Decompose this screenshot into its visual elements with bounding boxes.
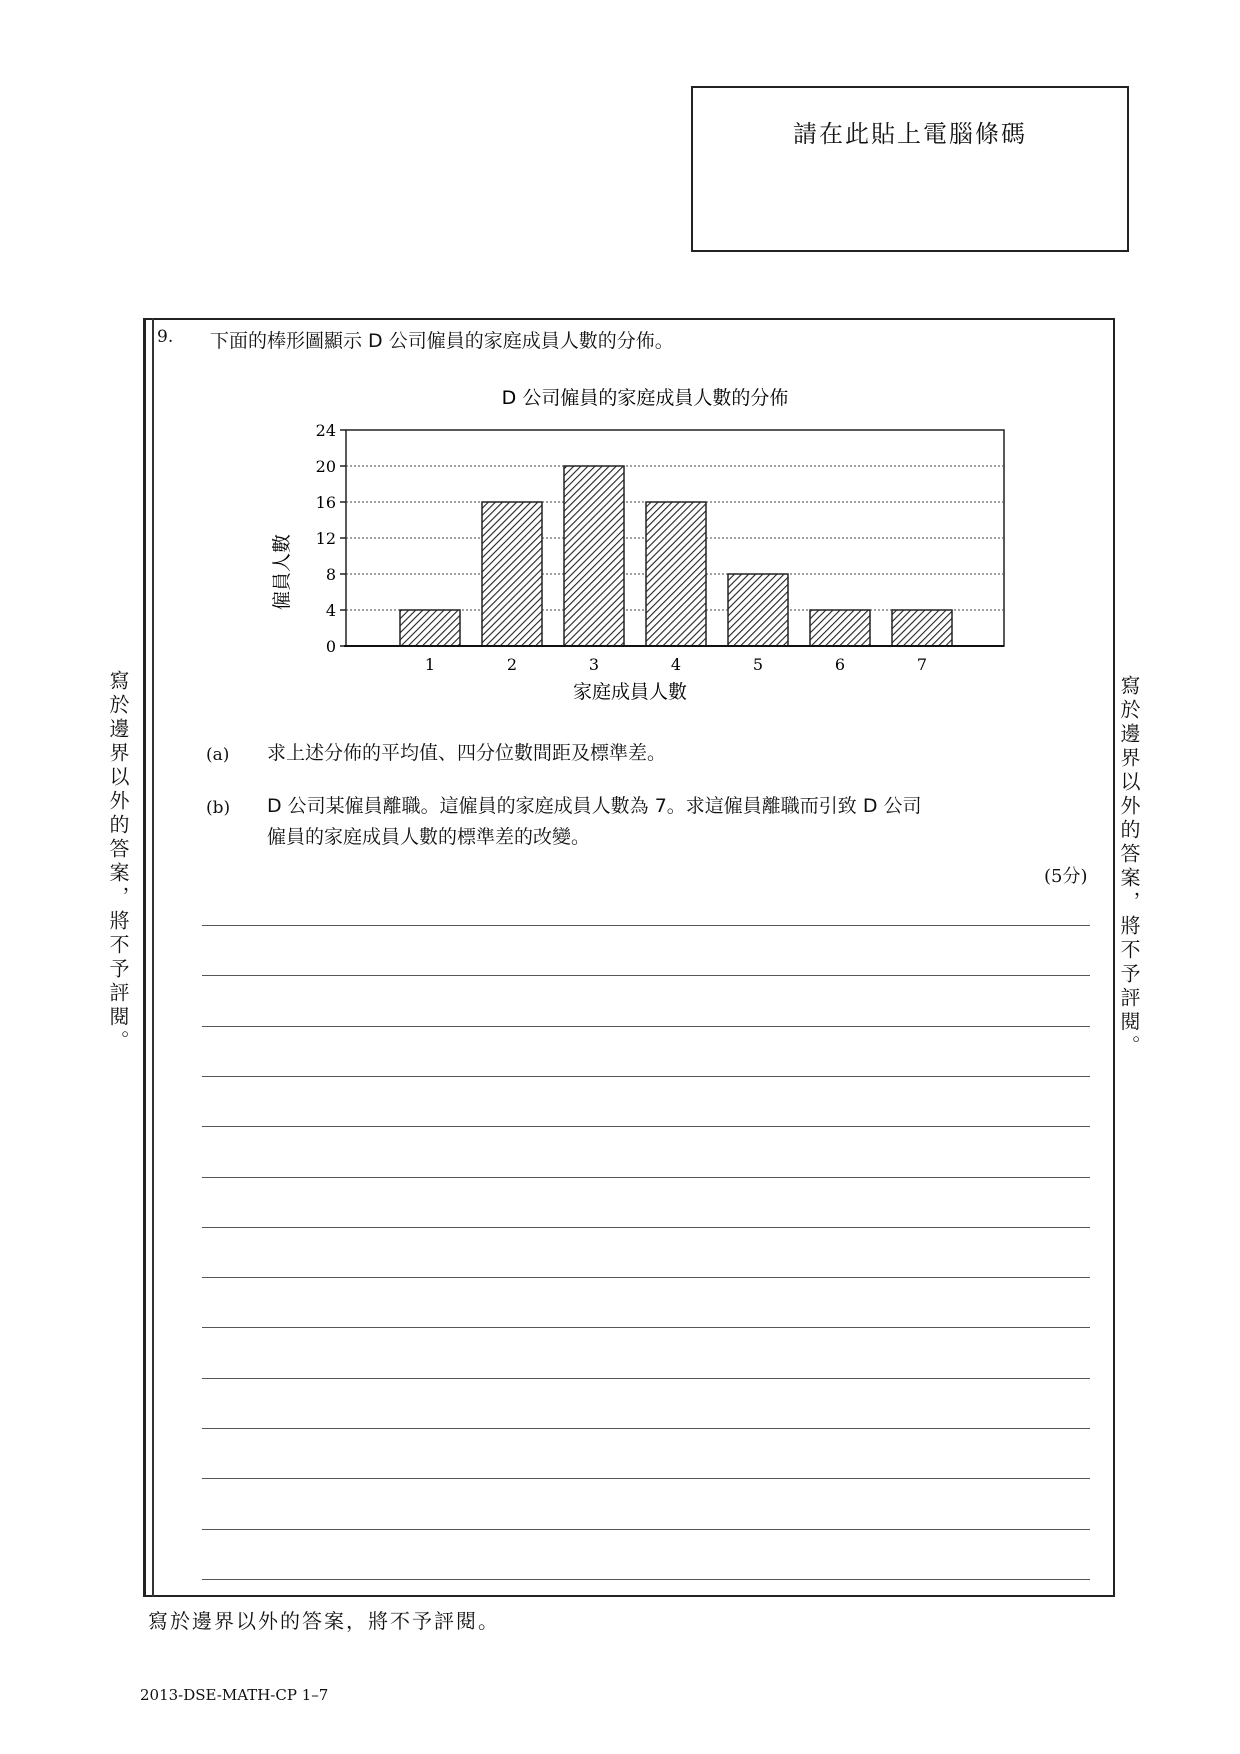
barcode-label: 請在此貼上電腦條碼 [793, 120, 1027, 148]
x-tick-label: 7 [916, 655, 928, 674]
y-tick-label: 4 [325, 601, 336, 620]
bar [646, 502, 706, 646]
bar [564, 466, 624, 646]
answer-line[interactable] [202, 1579, 1090, 1580]
answer-line[interactable] [202, 1529, 1090, 1530]
bar [892, 610, 952, 646]
y-tick-label: 20 [315, 457, 336, 476]
y-tick-label: 0 [325, 637, 336, 656]
part-a-label: (a) [206, 745, 230, 765]
answer-line[interactable] [202, 1378, 1090, 1379]
bar [728, 574, 788, 646]
x-tick-label: 4 [670, 655, 682, 674]
answer-line[interactable] [202, 1126, 1090, 1127]
left-margin-note: 寫於邊界以外的答案，將不予評閱。 [106, 670, 130, 1054]
marks-label: (5分) [1044, 866, 1088, 887]
x-tick-label: 6 [834, 655, 846, 674]
bar [482, 502, 542, 646]
question-number-divider [152, 318, 154, 1597]
barcode-area [691, 86, 1129, 252]
answer-line[interactable] [202, 1076, 1090, 1077]
plot-area [316, 421, 1004, 674]
answer-line[interactable] [202, 1327, 1090, 1328]
answer-line[interactable] [202, 1177, 1090, 1178]
page-code: 2013-DSE-MATH-CP 1–7 [140, 1686, 329, 1704]
chart-title: D 公司僱員的家庭成員人數的分佈 [501, 387, 789, 409]
part-b-line-1: D 公司某僱員離職。這僱員的家庭成員人數為 7。求這僱員離職而引致 D 公司 [267, 795, 922, 817]
y-tick-label: 8 [325, 565, 336, 584]
question-number: 9. [157, 327, 174, 347]
bottom-margin-note: 寫於邊界以外的答案，將不予評閱。 [148, 1609, 500, 1633]
answer-line[interactable] [202, 1026, 1090, 1027]
answer-line[interactable] [202, 975, 1090, 976]
answer-line[interactable] [202, 1277, 1090, 1278]
answer-line[interactable] [202, 925, 1090, 926]
x-axis-label: 家庭成員人數 [572, 681, 688, 703]
bar [400, 610, 460, 646]
y-axis-label: 僱員人數 [271, 533, 293, 611]
part-b-label: (b) [206, 798, 231, 818]
x-tick-label: 1 [424, 655, 436, 674]
answer-line[interactable] [202, 1428, 1090, 1429]
y-tick-label: 12 [315, 529, 336, 548]
bar-chart [250, 372, 1030, 712]
bar [810, 610, 870, 646]
y-tick-label: 24 [315, 421, 336, 440]
right-margin-note: 寫於邊界以外的答案，將不予評閱。 [1117, 675, 1141, 1059]
x-tick-label: 2 [506, 655, 518, 674]
x-tick-label: 5 [752, 655, 764, 674]
question-intro: 下面的棒形圖顯示 D 公司僱員的家庭成員人數的分佈。 [210, 330, 674, 352]
y-tick-label: 16 [315, 493, 336, 512]
part-b-line-2: 僱員的家庭成員人數的標準差的改變。 [267, 826, 591, 848]
x-tick-label: 3 [588, 655, 600, 674]
answer-line[interactable] [202, 1227, 1090, 1228]
answer-line[interactable] [202, 1478, 1090, 1479]
part-a-text: 求上述分佈的平均值、四分位數間距及標準差。 [267, 742, 667, 764]
